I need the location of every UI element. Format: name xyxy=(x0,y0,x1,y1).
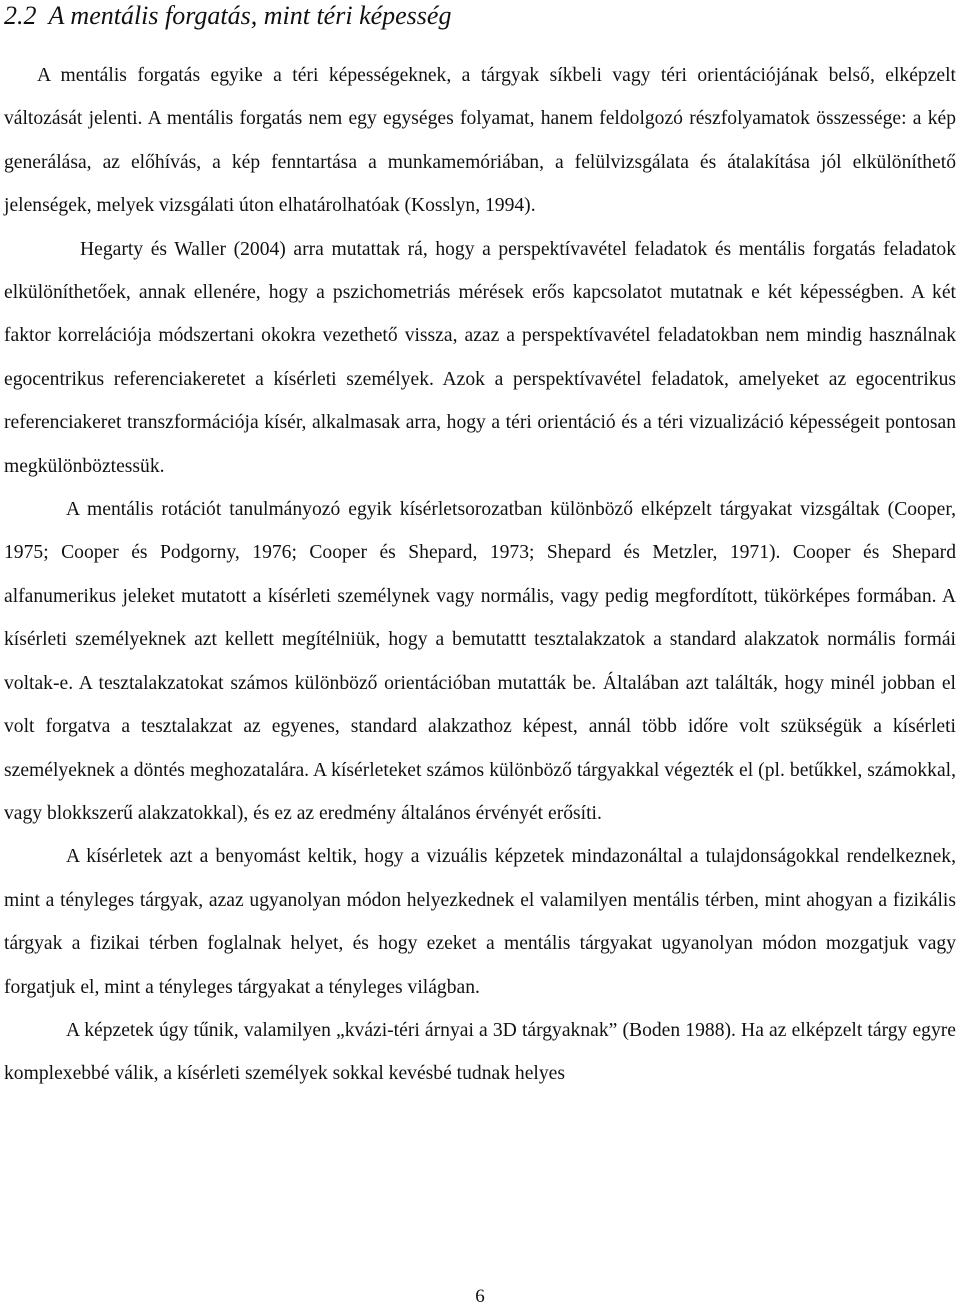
paragraph-3: A mentális rotációt tanulmányozó egyik kísérletsorozatban különböző elképzelt tárgyakat vizsgáltak (Cooper, 1975; Cooper és Podgorny, 1976; Cooper és Shepard, 1973; Shepard és Metzler, 1971). Cooper és Shepard alfanumerikus jeleket mutatott a kísérleti személynek vagy normális, vagy pedig megfordított, tükörképes formában. A kísérleti személyeknek azt kellett megítélniük, hogy a bemutattt tesztalakzatok a standard alakzatok normális formái voltak-e. A tesztalakzatokat számos különböző orientációban mutatták be. Általában azt találták, hogy minél jobban el volt forgatva a tesztalakzat az egyenes, standard alakzathoz képest, annál több időre volt szükségük a kísérleti személyeknek a döntés meghozatalára. A kísérleteket számos különböző tárgyakkal végezték el (pl. betűkkel, számokkal, vagy blokkszerű alakzatokkal), és ez az eredmény általános érvényét erősíti. xyxy=(4,499,956,824)
document-page xyxy=(4,0,956,1096)
section-title: A mentális forgatás, mint téri képesség xyxy=(48,1,452,30)
paragraph-1: A mentális forgatás egyike a téri képességeknek, a tárgyak síkbeli vagy téri orientációjának belső, elképzelt változását jelenti. A mentális forgatás nem egy egységes folyamat, hanem feldolgozó részfolyamatok összessége: a kép generálása, az előhívás, a kép fenntartása a munkamemóriában, a felülvizsgálata és átalakítása jól elkülöníthető jelenségek, melyek vizsgálati úton elhatárolhatóak (Kosslyn, 1994). xyxy=(4,65,956,217)
paragraph-5: A képzetek úgy tűnik, valamilyen „kvázi-téri árnyai a 3D tárgyaknak” (Boden 1988). Ha az elképzelt tárgy egyre komplexebbé válik, a kísérleti személyek sokkal kevésbé tudnak helyes xyxy=(4,1019,956,1085)
paragraph-2: Hegarty és Waller (2004) arra mutattak rá, hogy a perspektívavétel feladatok és mentális forgatás feladatok elkülöníthetőek, annak ellenére, hogy a pszichometriás mérések erős kapcsolatot mutatnak e két képességben. A két faktor korrelációja módszertani okokra vezethető vissza, azaz a perspektívavétel feladatokban nem mindig használnak egocentrikus referenciakeretet a kísérleti személyek. Azok a perspektívavétel feladatok, amelyeket az egocentrikus referenciakeret transzformációja kísér, alkalmasak arra, hogy a téri orientáció és a téri vizualizáció képességeit pontosan megkülönböztessük. xyxy=(4,238,956,477)
paragraph-4: A kísérletek azt a benyomást keltik, hogy a vizuális képzetek mindazonáltal a tulajdonságokkal rendelkeznek, mint a tényleges tárgyak, azaz ugyanolyan módon helyezkednek el valamilyen mentális térben, mint ahogyan a fizikális tárgyak a fizikai térben foglalnak helyet, és hogy ezeket a mentális tárgyakat ugyanolyan módon mozgatjuk vagy forgatjuk el, mint a tényleges tárgyakat a tényleges világban. xyxy=(4,846,956,998)
section-number: 2.2 xyxy=(4,1,37,30)
page-number: 6 xyxy=(475,1286,485,1307)
section-heading xyxy=(4,0,956,32)
